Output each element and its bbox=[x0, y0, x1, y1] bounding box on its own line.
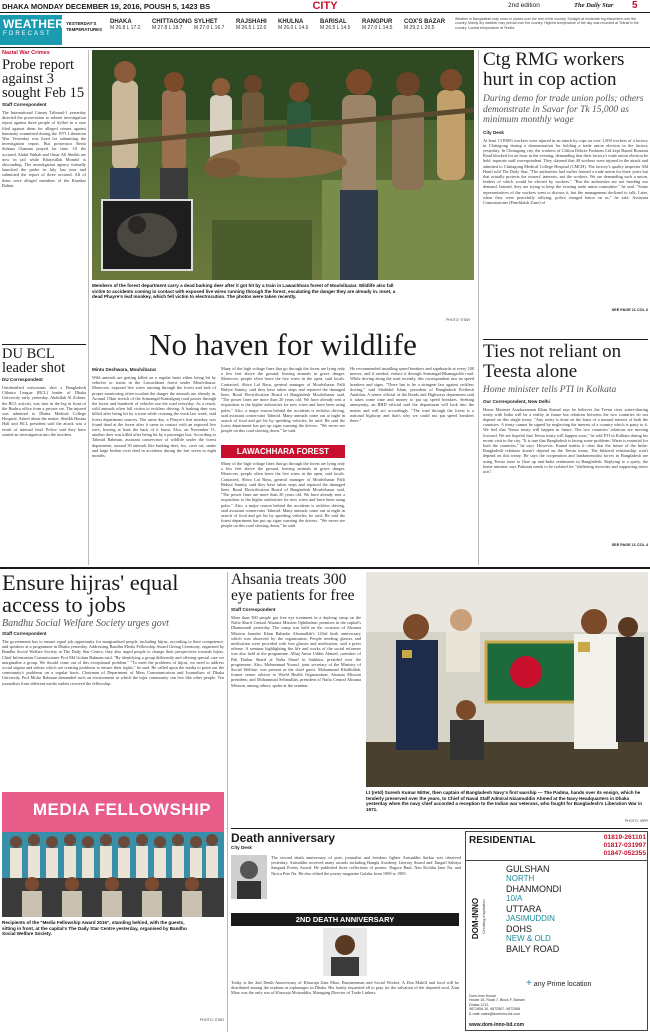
ahsania-byline: Staff Correspondent bbox=[231, 607, 276, 612]
page-number: 5 bbox=[632, 0, 638, 11]
ad-residential: RESIDENTIAL bbox=[469, 835, 536, 846]
hijras-photo-caption: Recipients of the "Media Fellowship Award 2016", standing behind, with the guests, sitting in front, at the capital's The Daily Star Centre yesterday, organised by Bandhu Social Welfare Society. bbox=[2, 920, 187, 937]
weather-city: COX'S BAZAR M 29.2 L 20.5 bbox=[404, 19, 446, 31]
rmg-body: At least 13 RMG workers were injured in an attack by cops on over 1,000 workers of a factory in Chittagong during a demonstration for holding a trade union election in the factory yesterday. In Chittagong city, the workers of Clifton Deluxe Fashions Ltd kept Baizid Bostami Road blocked for an hour in the evening, demanding that their factory's trade union election be held, separate staff correspondent. They claimed that 40 workers were injured in the attack and admitted to Chittagong Medical College Hospital (CMCH). The factory's quality inspector Md Hanif told The Daily Star, "The authorities had earlier formed a trade union for three years but that actually protects the owners' interests, not the workers. We are demanding such a union, leaders of which would be elected by workers." "But the authorities are not heeding our demand. Instead, they are trying to keep the existing trade union committee," he said. "Some representatives of the workers went to discuss it, but the management declined to talk. Later, when they were peacefully rallying, police charged baton on us," he said. Assistant Commissioner (Panchlaish Zone) of bbox=[483, 137, 648, 205]
masthead-date: DHAKA MONDAY DECEMBER 19, 2016, POUSH 5, 1423 BS bbox=[2, 2, 211, 11]
du-bcl-headline: DU BCL leader shot bbox=[2, 346, 66, 376]
weather-city: DHAKA M 26.8 L 17.2 bbox=[110, 19, 141, 31]
ad-divider bbox=[466, 860, 647, 861]
ad-phone[interactable]: 01847-052355 bbox=[603, 850, 646, 857]
teesta-article bbox=[483, 342, 648, 564]
masthead bbox=[0, 0, 650, 13]
navy-photo bbox=[366, 572, 648, 787]
plus-icon: + bbox=[526, 978, 532, 989]
ad-area: UTTARA JASIMUDDIN bbox=[506, 904, 555, 923]
wildlife-byline: Mintu Deshwara, Moulvibazar bbox=[92, 367, 157, 372]
hijras-photo-credit: PHOTO: STAR bbox=[199, 1018, 224, 1022]
weather-city: RANGPUR M 27.0 L 14.5 bbox=[362, 19, 393, 31]
wildlife-col-2-wrap bbox=[221, 366, 345, 565]
column-divider bbox=[227, 572, 228, 1032]
zain-miaz-portrait bbox=[323, 928, 367, 976]
navy-photo-credit: PHOTO: ISPR bbox=[624, 819, 648, 823]
hijras-article bbox=[2, 572, 224, 1032]
navy-photo-caption: Lt (retd) Suresh Kumar Mitter, then captain of Bangladesh Navy's first warship — The Padma, hands over its ensign, which he tenderly preserved over the years, to Chief of Naval Staff Admiral Nizamuddin Ahmed at the Navy Headquarters in Dhaka yesterday when the navy chief accorded a reception to the Indian war veterans, who fought for Bangladesh's Liberation War in 1971. bbox=[366, 790, 643, 812]
ad-phone[interactable]: 01819-261101 bbox=[603, 834, 646, 841]
teesta-jump: SEE PAGE 11 COL 4 bbox=[611, 542, 648, 547]
weather-title: WEATHER bbox=[3, 17, 65, 31]
wildlife-photo-caption: Members of the forest department carry a dead barking deer after it got hit by a train in Lawachhara forest of Moulvibazar. Wildlife also fall victim to accidents coming in contact with exposed live wires running through the forest, escalating the danger they are already in. Inset, a dead Phayre's leaf monkey, which fell victim to electrocution. The photos were taken recently. bbox=[92, 283, 396, 300]
wildlife-photo bbox=[92, 50, 474, 280]
war-crimes-body: The International Crimes Tribunal-1 yesterday directed the prosecution to submit investigation report against three people of Sylhet in a case filed against them for alleged crimes against humanity committed during the 1971 Liberation War. Yesterday was fixed for submitting the investigation report. But prosecutor Rezia Sultana Chaman prayed for time. Of the accused, Abdul Wahab and Omar Ali Sheikh are now in jail while Khayrullah Mondol is absconding. The investigation agency formally launched the probe in July last year and submitted the report of three accused. All of them were alleged members of the Razakar Bahini. bbox=[2, 110, 86, 188]
divider bbox=[0, 567, 650, 569]
teesta-headline: Ties not reliant on Teesta alone bbox=[483, 341, 622, 382]
ad-website[interactable]: www.dom-inno-bd.com bbox=[469, 1022, 525, 1028]
war-crimes-article bbox=[2, 50, 86, 342]
teesta-byline: Our Correspondent, New Delhi bbox=[483, 398, 550, 404]
war-crimes-kicker: Nazial War Crimes bbox=[2, 50, 50, 56]
second-anniversary-body: Today is the 2nd Death Anniversary of Khawaja Zain Miaz, Businessman and Social Worker. A Doa Mahfil and food will be distributed among the orphans at orphanages in Dhaka. His family requested all to pray for the salvation of the departed soul. Zain Miaz was the only son of Khawaja Moizuddin, Managing Director of Trade Linkers. bbox=[231, 980, 459, 996]
portrait-image bbox=[231, 855, 267, 899]
wildlife-col-2b: Many of the high voltage lines that go through the forest are lying only a few feet above the ground, leaving animals in grave danger. Moreover, people often leave the live wires in the open, said locals. Contacted, Shiva Lal Basu, general manager of Moulvibazar Palli Bidyut Samity, said they have taken steps and repaired the damaged lines. Rural Electrification Board of Bangladesh Moulvibazar said, "The power lines are more than 20 years old. We have already sent a requisition to the higher authorities for new wires and have been using poles." Also, a major reason behind the accidents is reckless driving, said assistant conservator Tahmid. Many animals come out at night in search of food and get hit by speeding vehicles, he said. He said the forest department has put up signs warning the drivers. "We never see people on this road slowing down," he said. bbox=[221, 461, 345, 529]
ad-phones bbox=[576, 834, 646, 858]
ad-prime bbox=[526, 978, 646, 989]
du-bcl-byline: DU Correspondent bbox=[2, 377, 43, 382]
weather-city: SYLHET M 27.0 L 16.7 bbox=[194, 19, 225, 31]
rmg-headline: Ctg RMG workers hurt in cop action bbox=[483, 49, 625, 90]
portrait-image bbox=[323, 928, 367, 976]
war-crimes-byline: Staff Correspondent bbox=[2, 102, 47, 107]
war-crimes-headline: Probe report against 3 sought Feb 15 bbox=[2, 57, 85, 101]
weather-city: CHITTAGONG M 27.8 L 18.7 bbox=[152, 19, 192, 31]
teesta-body: Home Minister Asaduzzaman Khan Kamal says he believes the Teesta river water-sharing treaty with India will be a reality in future but relations between the two countries do not depend on this single treaty. "Any treaty is done on the basis of a mutual interest of both the countries. A treaty cannot be signed by neglecting the interest of a country which is party to it. We feel that Teesta treaty will happen in future. The two countries' relations are moving forward. We are hopeful that Teesta treaty will happen soon," he told PTI in Kolkata during his recent visit to the city. "It is true that Bangladesh is facing some problems. Water is essential for both the countries," he says. However, Kamal makes it clear that the future of the India-Bangladesh relations doesn't depend on the Teesta treaty. The bilateral relationship won't depend on this treaty. He says the cooperation and fundamentalist forces in Bangladesh are using Teesta issue to flare up anti-India sentiments in Bangladesh. Replying to a query, the home minister says Pakistan needs to be isolated for "sheltering terrorists and supporting terror acts". bbox=[483, 406, 648, 474]
wildlife-headline: No haven for wildlife bbox=[149, 327, 417, 362]
ahsania-article bbox=[231, 572, 361, 827]
weather-cities bbox=[110, 19, 446, 45]
ad-brand bbox=[468, 866, 486, 986]
ad-brand-sub: Creating inspiration bbox=[481, 899, 486, 934]
weather-note: Weather in Bangladesh may occur in places over the rest of the country. Sunlight at moderate fog elsewhere over the country. Mainly dry weather may prevail over the country. Highest temperature of the day was recorded at Teknaf in the country. Lowest temperature at Tetulia. bbox=[455, 17, 639, 30]
wildlife-col-2a: Many of the high voltage lines that go through the forest are lying only a few feet above the ground, leaving animals in grave danger. Moreover, people often leave the live wires in the open, said locals. Contacted, Shiva Lal Basu, general manager of Moulvibazar Palli Bidyut Samity, said they have taken steps and repaired the damaged lines. Rural Electrification Board of Bangladesh Moulvibazar said, "The power lines are more than 20 years old. We have already sent a requisition to the higher authorities for new wires and have been using poles." Also, a major reason behind the accidents is reckless driving, said assistant conservator Tahmid. Many animals come out at night in search of food and get hit by speeding vehicles, he said. He said the forest department has put up signs warning the drivers. "We never see people on this road slowing down," he said. bbox=[221, 366, 345, 434]
death-body: The second death anniversary of poet, journalist and freedom fighter Anisuddin Sarkar was observed yesterday. Anisuddin received many awards including Bangla Academy Literary Award and Tangail Sahitya Sangsad Poetry Award. He published three collections of poems: Nagore Baul, Neu Kichhu Jane Na, and Nirica Pete Na. He also edited the poetry magazine Golaka from 1969 to 1985. bbox=[271, 855, 461, 876]
section-title: CITY bbox=[312, 0, 338, 12]
death-title: Death anniversary bbox=[231, 831, 336, 845]
hijras-deck: Bandhu Social Welfare Society urges govt bbox=[2, 618, 169, 629]
hijras-body: The government has to ensure equal job opportunity for marginalised people, including hijras, according to their competence, and speakers at a programme in Dhaka yesterday. Addressing Bandhu Media Fellowship Award Giving Ceremony, organised by Bandhu Social Welfare Society at The Daily Star Centre, they also urged people to change their perspectives towards hijras. Chief Information Commissioner Prof Md Golam Rahman said, "By identifying a group differently and offering special care we marginalise a group. We should come out of this exceptional problem." "To meet the problems of hijras, we need to address social stigma and taboos which are creating problems to ensure their rights," he said. He called upon the media to point out the community's problems on a regular basis. Chairman of Department of Mass Communication and Journalism of Dhaka University Prof Mofiz Rahman demanded such an environment in which the hijra community can live like other people. Ten journalists from different media outlets received the fellowship. bbox=[2, 639, 224, 686]
wildlife-col-3: He recommended installing speed breakers and signboards at every 100 metres, and if needed, reduce it through Srimangal-Bhanugachh road. While driving along the road recently, this correspondent saw no speed breakers and signs. "There has to be a stringent law against reckless driving," said Shahidul Islam, president of Bangladesh Poribesh Andolon. A senior official of the Roads and Highways department said it takes some time and money to put up speed breakers. Seeking anonymity, an RHD official said the department will look into the matter and will act accordingly. "The road through the forest is a national highway and that's why we could not put speed breakers there." bbox=[350, 366, 474, 424]
rmg-byline: City Desk bbox=[483, 129, 504, 135]
du-bcl-article bbox=[2, 347, 86, 567]
wildlife-subhead: LAWACHHARA FOREST bbox=[221, 445, 345, 458]
ahsania-headline: Ahsania treats 300 eye patients for free bbox=[231, 571, 355, 604]
dominno-ad bbox=[465, 831, 648, 1031]
yesterday-label: YESTERDAY'S TEMPERATURES bbox=[66, 21, 103, 32]
divider bbox=[483, 339, 648, 340]
divider bbox=[231, 828, 648, 829]
hijras-headline: Ensure hijras' equal access to jobs bbox=[2, 570, 179, 617]
ad-area: GULSHAN NORTH bbox=[506, 864, 550, 883]
fellowship-banner: MEDIA FELLOWSHIP bbox=[32, 800, 212, 819]
ad-area: BAILY ROAD bbox=[506, 944, 560, 954]
anisuddin-portrait bbox=[231, 855, 267, 899]
second-anniversary-banner: 2ND DEATH ANNIVERSARY bbox=[231, 913, 459, 926]
ad-area: DHANMONDI 10/A bbox=[506, 884, 562, 903]
wildlife-photo-credit: PHOTO: STAR bbox=[445, 318, 470, 322]
rmg-jump: SEE PAGE 11 COL 6 bbox=[611, 307, 648, 312]
weather-city: RAJSHAHI M 26.5 L 12.0 bbox=[236, 19, 267, 31]
ad-brand-name: DOM-INNO bbox=[471, 897, 480, 940]
teesta-deck: Home minister tells PTI in Kolkata bbox=[483, 385, 617, 395]
ahsania-body: More than 300 people got free eye treatment in a daylong camp on the Nafia Sharif Central Ahsania Mission Ophthalmic premises in the capital's Dhanmondi yesterday. The camp was held on the occasion of Ahsania Mission founder Khan Bahadur Ahsanullah's 143rd birth anniversary which was observed by the organisation. People needing glasses and medication were provided with free glasses and medication, said a press release. A seminar highlighting the life and works of the social reformer was also held at the programme. Alhaj Ansar Uddin Ahmed, caretaker of Pak Darbar Sharif at Nalta Sharif in Satkhira, presided over the programme. Also, Mohammad Yousuf, joint secretary of the Ministry of Social Welfare, was present as the chief guest. Mohammad Khalilullah, former senior adviser to World Health Organization; Ahsania Mission president; and Mohammad Selimullah, president of Nafia Central Ahsania Mission, among others, spoke at the seminar. bbox=[231, 615, 361, 688]
hijras-byline: Staff Correspondent bbox=[2, 631, 47, 636]
death-anniversary bbox=[231, 831, 461, 1031]
navy-ceremony-image bbox=[366, 572, 648, 787]
divider bbox=[2, 344, 86, 345]
ad-prime-text: any Prime location bbox=[533, 981, 592, 988]
wildlife-col-1: Wild animals are getting killed on a regular basis either being hit by vehicles or trains in the Lawachhara forest under Moulvibazar. Moreover, exposed live wires running through the forest and lack of proper monitoring often escalate the danger the animals are already in. Around 15km stretch of the Srimangal-Kamalganj road passes through the forest and hundreds of vehicles use the road everyday. As a result, wild animals often fall victim to reckless driving. A barking deer was killed after being hit by a train while crossing the track last week, said forest department sources. The same day, a Phayre's leaf monkey was found dead at the forest after it came in contact with an exposed live wire, leaving at least the back of it burnt. Also, on November 11, another deer was killed after being hit by a passenger bus. According to Tahmid Rahman, assistant conservator of wildlife under the forest department, around 30 animals like barking deer, fox, civet cat, snake and large Indian civet died in accidents during the last seven to eight months. bbox=[92, 375, 216, 459]
weather-subtitle: FORECAST bbox=[3, 31, 52, 37]
weather-city: KHULNA M 26.0 L 14.6 bbox=[278, 19, 309, 31]
column-divider bbox=[88, 50, 89, 565]
column-divider bbox=[478, 50, 479, 565]
rmg-article bbox=[483, 50, 648, 338]
weather-city: BARISAL M 26.5 L 14.5 bbox=[320, 19, 351, 31]
death-byline: City Desk bbox=[231, 845, 252, 850]
rmg-deck: During demo for trade union polls; others demonstrate in Savar for Tk 15,000 as minimum monthly wage bbox=[483, 94, 644, 125]
du-bcl-body: Unidentified miscreants shot a Bangladesh Chhatra League (BCL) leader of Dhaka University early yesterday. Abdullah Al Zobaer, the BCL activist, was shot in the leg in front of the Bushra office from a private car. The injured was admitted to Dhaka Medical College Hospital. Asked about the matter, Sheikh Hasina Hall unit BCL president said the attack was a result of internal feud. Police said they have started an investigation into the incident. bbox=[2, 385, 86, 437]
forest-scene-image bbox=[92, 50, 474, 280]
ad-address: Dom-Inno House House 15, Road 7, Block F, Banani Dhaka 1213 9871806-10, 9872567, 9872568 E-mail: sales@dominno-bd.com bbox=[469, 994, 525, 1016]
ad-area: DOHS NEW & OLD bbox=[506, 924, 551, 943]
weather-bar bbox=[0, 15, 650, 45]
edition-label: 2nd edition bbox=[508, 2, 540, 9]
divider bbox=[0, 47, 650, 48]
hijras-photo bbox=[2, 792, 224, 917]
ad-phone[interactable]: 01817-031997 bbox=[603, 842, 646, 849]
weather-logo bbox=[0, 15, 65, 45]
paper-name: The Daily Star bbox=[574, 2, 614, 9]
ad-areas bbox=[506, 865, 646, 954]
